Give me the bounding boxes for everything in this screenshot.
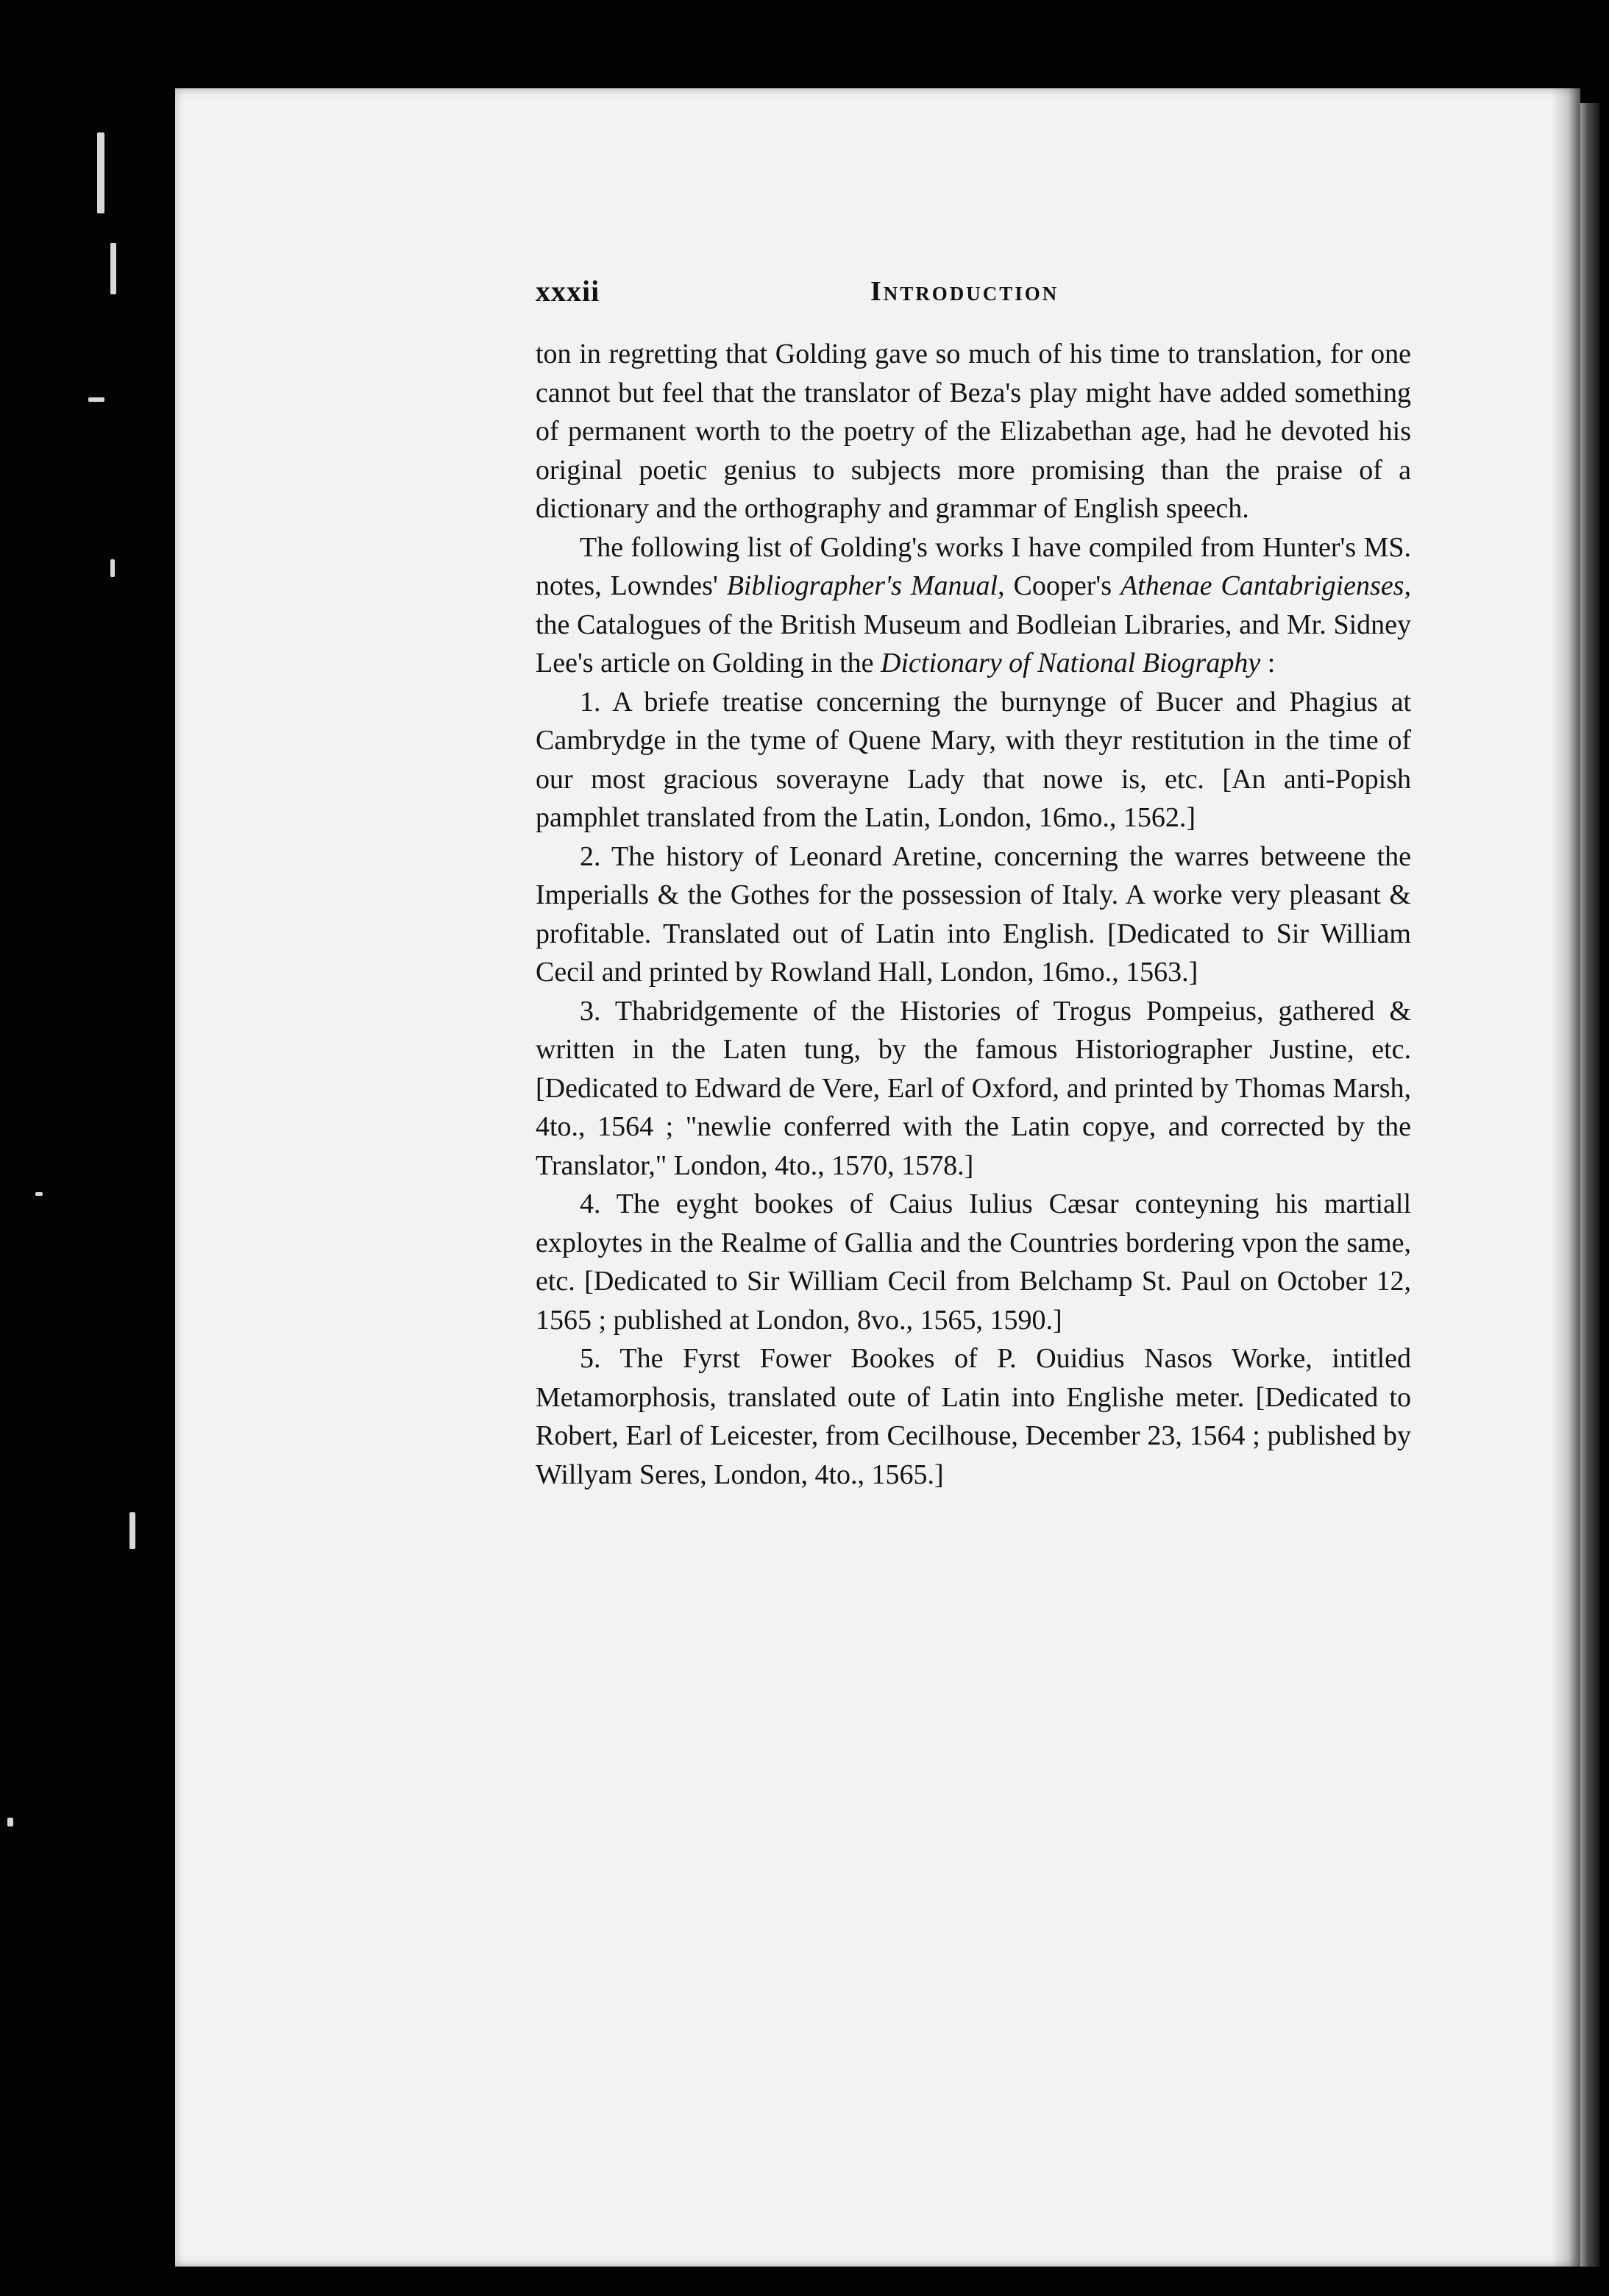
- book-title: Athenae Cantabrigienses: [1120, 570, 1404, 601]
- binding-mark: [110, 243, 116, 294]
- paragraph-continued: ton in regretting that Golding gave so much of his time to translation, for one cannot but feel that the translator of Beza's play might have added something of permanent worth to the poetry of the Elizabethan age, had he devoted his original poetic genius to subjects more promising than the praise of a dictionary and the orthography and grammar of English speech.: [536, 339, 1411, 524]
- book-title: Bibliographer's Manual: [726, 570, 998, 601]
- running-head: [536, 274, 1418, 318]
- binding-mark: [88, 397, 104, 402]
- binding-mark: [35, 1192, 43, 1196]
- sources-text: The following list of Golding's works I have compiled from Hunter's MS. notes, Lowndes': [536, 531, 1411, 601]
- page-number: xxxii: [536, 274, 600, 308]
- works-list-item: 1. A briefe treatise concerning the burnynge of Bucer and Phagius at Cambrydge in the tyme of Quene Mary, with theyr restitution in the time of our most gracious soverayne Lady that nowe is, etc. [An anti-Popish pamphlet translated from the Latin, London, 16mo., 1562.]: [536, 686, 1411, 833]
- paragraph-sources: [536, 528, 1411, 683]
- running-title: Introduction: [870, 276, 1059, 307]
- page-gutter-shadow: [1551, 88, 1580, 2267]
- works-list-item: 5. The Fyrst Fower Bookes of P. Ouidius Nasos Worke, intitled Metamorphosis, translated oute of Latin into Englishe meter. [Dedicated to Robert, Earl of Leicester, from Cecilhouse, December 23, 1564 ; published by Willyam Seres, London, 4to., 1565.]: [536, 1343, 1411, 1490]
- sources-text: :: [1260, 648, 1276, 678]
- works-list-item: 2. The history of Leonard Aretine, concerning the warres betweene the Imperialls & the Gothes for the possession of Italy. A worke very pleasant & profitable. Translated out of Latin into English. [Dedicated to Sir William Cecil and printed by Rowland Hall, London, 16mo., 1563.]: [536, 840, 1411, 988]
- page-edge: [1580, 103, 1599, 2267]
- works-list-item: 4. The eyght bookes of Caius Iulius Cæsar conteyning his martiall exploytes in the Realme of Gallia and the Countries bordering vpon the same, etc. [Dedicated to Sir William Cecil from Belchamp St. Paul on October 12, 1565 ; published at London, 8vo., 1565, 1590.]: [536, 1188, 1411, 1336]
- binding-mark: [97, 132, 104, 213]
- binding-mark: [110, 559, 115, 577]
- works-list-item: 3. Thabridgemente of the Histories of Trogus Pompeius, gathered & written in the Laten tung, by the famous Historiographer Justine, etc. [Dedicated to Edward de Vere, Earl of Oxford, and printed by Thomas Marsh, 4to., 1564 ; "newlie conferred with the Latin copye, and corrected by the Translator," London, 4to., 1570, 1578.]: [536, 995, 1411, 1181]
- book-title: Dictionary of National Biography: [881, 648, 1261, 678]
- body-text: [536, 335, 1411, 1494]
- binding-mark: [7, 1818, 13, 1826]
- sources-text: , Cooper's: [998, 570, 1120, 601]
- binding-mark: [129, 1512, 135, 1549]
- sources-text: , the Catalogues of the British Museum and Bodleian Libraries, and Mr. Sidney Lee's article on Golding in the: [536, 570, 1411, 678]
